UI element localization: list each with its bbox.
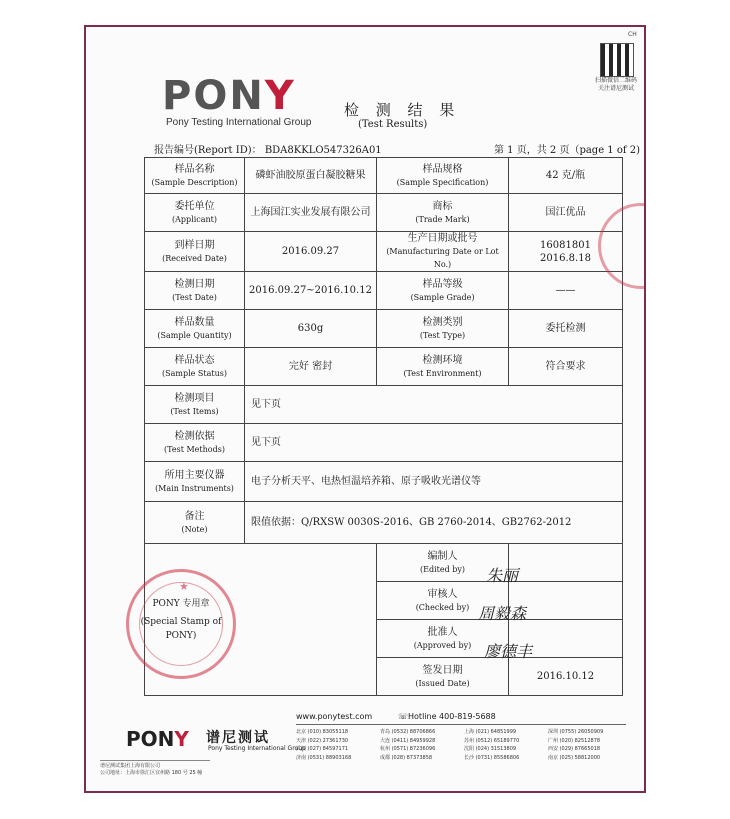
phone-icon: ☏ — [398, 712, 409, 721]
cell-label: 检测项目 (Test Items) — [145, 386, 245, 424]
table-row — [145, 158, 623, 194]
page-indicator: 第 1 页，共 2 页（page 1 of 2) — [494, 145, 641, 156]
cell-value: 限值依据：Q/RXSW 0030S-2016、GB 2760-2014、GB2762-2012 — [245, 502, 623, 544]
cell-label: 样品名称 (Sample Description) — [145, 158, 245, 194]
cell-label: 样品状态 (Sample Status) — [145, 348, 245, 386]
cell-label: 商标 (Trade Mark) — [377, 194, 509, 232]
cell-value: —— — [509, 272, 623, 310]
contact-entry: 北京 (010) 83055118 — [296, 729, 349, 735]
table-row — [145, 424, 623, 462]
doc-title: 检 测 结 果 — [344, 101, 461, 119]
cell-label: 检测环境 (Test Environment) — [377, 348, 509, 386]
cell-label: 到样日期 (Received Date) — [145, 232, 245, 272]
contact-entry: 南京 (025) 58812000 — [548, 754, 601, 761]
cell-label: 审核人 (Checked by) — [377, 582, 509, 620]
cell-value: 完好 密封 — [245, 348, 377, 386]
table-row — [145, 272, 623, 310]
qr-caption: 扫描微信二维码 关注谱尼测试 — [594, 77, 637, 92]
footer-logo-cn: 谱尼测试 — [206, 730, 270, 746]
footer-address: 谱尼测试集团上海有限公司 公司地址：上海市徐汇区宜州路 180 号 25 幢 — [100, 763, 203, 776]
special-stamp — [126, 569, 236, 679]
footer-divider — [296, 724, 626, 725]
cell-value: 见下页 — [245, 386, 623, 424]
cell-value: 2016.09.27~2016.10.12 — [245, 272, 377, 310]
contact-entry: 深圳 (0755) 26050909 — [548, 729, 604, 735]
stamp-line-3: PONY) — [165, 631, 197, 641]
cell-label: 检测依据 (Test Methods) — [145, 424, 245, 462]
table-row — [145, 232, 623, 272]
cell-value: 16081801 2016.8.18 — [509, 232, 623, 272]
report-id-value: BDA8KKLO547326A01 — [264, 145, 382, 156]
cell-label: 所用主要仪器 (Main Instruments) — [145, 462, 245, 502]
cell-label: 委托单位 (Applicant) — [145, 194, 245, 232]
cell-label: 生产日期或批号 (Manufacturing Date or Lot No.) — [377, 232, 509, 272]
table-row — [145, 502, 623, 544]
footer-logo: PONY — [126, 727, 189, 751]
cell-value: 42 克/瓶 — [509, 158, 623, 194]
doc-title-en: (Test Results) — [358, 119, 428, 130]
contact-entry: 杭州 (0571) 87236096 — [380, 746, 436, 752]
cell-label: 样品数量 (Sample Quantity) — [145, 310, 245, 348]
signature-edited — [509, 544, 623, 582]
signature-edited-ink: 朱丽 — [486, 566, 519, 585]
stamp-line-2: (Special Stamp of — [140, 617, 222, 627]
contact-entry: 广州 (020) 82512878 — [548, 737, 601, 744]
cell-label: 编制人 (Edited by) — [377, 544, 509, 582]
contact-entry: 济南 (0531) 88903168 — [296, 754, 352, 761]
cell-value: 630g — [245, 310, 377, 348]
cell-value: 磷虾油胶原蛋白凝胶糖果 — [245, 158, 377, 194]
cell-label: 样品等级 (Sample Grade) — [377, 272, 509, 310]
star-icon: ★ — [179, 580, 189, 593]
contact-entry: 大连 (0411) 84959928 — [380, 737, 436, 744]
contact-entry: 青岛 (0532) 88706866 — [380, 729, 436, 735]
cell-value: 2016.09.27 — [245, 232, 377, 272]
contact-entry: 成都 (028) 87373858 — [380, 754, 433, 761]
qr-code-icon — [600, 43, 634, 77]
contact-entry: 苏州 (0512) 65189770 — [464, 737, 520, 744]
footer-hotline: ☏Hotline 400-819-5688 — [398, 712, 496, 721]
stamp-line-1: PONY 专用章 — [152, 599, 210, 609]
table-row — [145, 386, 623, 424]
corner-mark: CH — [628, 31, 637, 38]
cell-label: 检测类别 (Test Type) — [377, 310, 509, 348]
cell-value: 见下页 — [245, 424, 623, 462]
cell-value: 国江优品 — [509, 194, 623, 232]
cell-value: 电子分析天平、电热恒温培养箱、原子吸收光谱仪等 — [245, 462, 623, 502]
contact-entry: 沈阳 (024) 31513809 — [464, 746, 517, 752]
table-row — [145, 348, 623, 386]
signature-checked-ink: 周毅森 — [478, 604, 527, 623]
cell-value: 符合要求 — [509, 348, 623, 386]
contact-entry: 武汉 (027) 84597171 — [296, 746, 349, 752]
cell-value: 上海国江实业发展有限公司 — [245, 194, 377, 232]
cell-label: 样品规格 (Sample Specification) — [377, 158, 509, 194]
report-id-label: 报告编号(Report ID)： — [154, 145, 262, 156]
report-sheet — [86, 27, 644, 791]
pony-logo: PONY — [162, 73, 296, 119]
table-row — [145, 194, 623, 232]
signature-row — [145, 544, 623, 582]
footer-logo-en: Pony Testing International Group — [208, 745, 306, 752]
contact-entry: 天津 (022) 27361730 — [296, 737, 349, 744]
cell-label: 备注 (Note) — [145, 502, 245, 544]
cell-value: 委托检测 — [509, 310, 623, 348]
cell-label: 检测日期 (Test Date) — [145, 272, 245, 310]
footer-url: www.ponytest.com — [296, 712, 373, 721]
report-id-line — [154, 141, 382, 156]
logo-subtitle: Pony Testing International Group — [166, 117, 312, 128]
table-row — [145, 462, 623, 502]
document-frame — [84, 25, 646, 793]
contact-entry: 上海 (021) 64851999 — [464, 729, 517, 735]
signature-approved-ink: 廖德丰 — [484, 642, 533, 661]
cell-label: 批准人 (Approved by) — [377, 620, 509, 658]
contact-entry: 长沙 (0731) 85586806 — [464, 754, 520, 761]
footer-address-rule — [100, 760, 210, 761]
table-row — [145, 310, 623, 348]
footer-contacts — [296, 728, 632, 762]
cell-label: 签发日期 (Issued Date) — [377, 658, 509, 696]
contact-entry: 西安 (029) 87665018 — [548, 746, 601, 752]
issued-date-value: 2016.10.12 — [509, 658, 623, 696]
